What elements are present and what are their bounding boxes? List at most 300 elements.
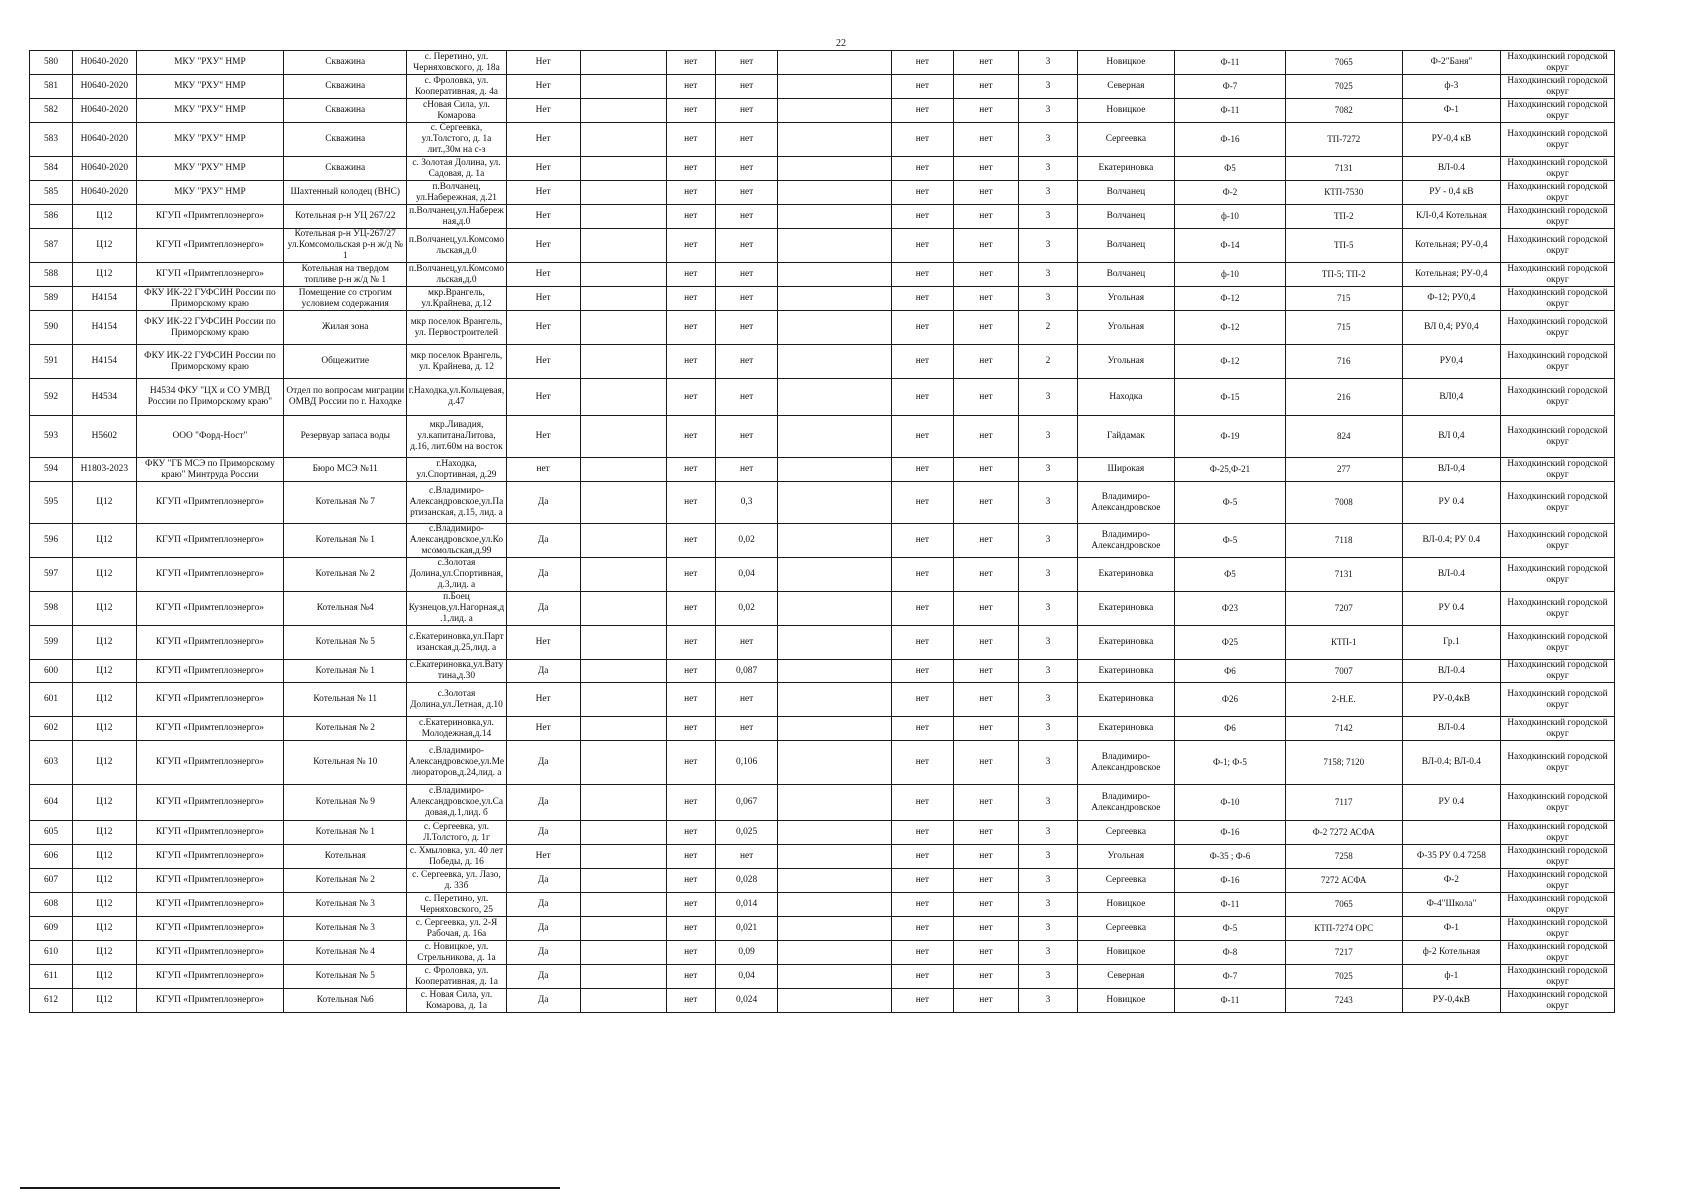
- table-cell: [580, 205, 666, 229]
- table-cell: нет: [953, 345, 1019, 379]
- table-cell: нет: [715, 75, 778, 99]
- table-cell: Екатериновка: [1077, 717, 1174, 741]
- page-number: 22: [836, 38, 846, 49]
- table-cell: Общежитие: [284, 345, 407, 379]
- table-cell: [778, 345, 892, 379]
- table-cell: Н1803-2023: [73, 458, 137, 482]
- table-cell: Находкинский городской округ: [1501, 263, 1615, 287]
- table-cell: Резервуар запаса воды: [284, 416, 407, 458]
- table-cell: нет: [715, 416, 778, 458]
- table-cell: Нет: [506, 51, 580, 75]
- table-cell: нет: [892, 51, 954, 75]
- table-cell: Сергеевка: [1077, 869, 1174, 893]
- table-cell: нет: [892, 893, 954, 917]
- table-cell: Находкинский городской округ: [1501, 123, 1615, 157]
- table-cell: Находкинский городской округ: [1501, 157, 1615, 181]
- table-cell: 596: [30, 524, 73, 558]
- table-cell: Находкинский городской округ: [1501, 345, 1615, 379]
- table-cell: 0,021: [715, 917, 778, 941]
- table-cell: нет: [953, 263, 1019, 287]
- table-cell: нет: [953, 717, 1019, 741]
- table-cell: Нет: [506, 123, 580, 157]
- table-cell: КГУП «Примтеплоэнерго»: [136, 263, 284, 287]
- table-cell: КГУП «Примтеплоэнерго»: [136, 869, 284, 893]
- table-cell: нет: [666, 416, 715, 458]
- table-cell: Нет: [506, 181, 580, 205]
- table-cell: [778, 157, 892, 181]
- table-cell: Да: [506, 785, 580, 821]
- table-cell: КГУП «Примтеплоэнерго»: [136, 626, 284, 660]
- table-cell: Котельная р-н УЦ-267/27 ул.Комсомольская р-н ж/д № 1: [284, 229, 407, 263]
- table-cell: [778, 524, 892, 558]
- table-cell: [778, 869, 892, 893]
- table-cell: 3: [1019, 75, 1077, 99]
- table-cell: Находкинский городской округ: [1501, 989, 1615, 1013]
- table-cell: 7065: [1285, 51, 1402, 75]
- table-cell: 3: [1019, 845, 1077, 869]
- table-cell: [580, 157, 666, 181]
- table-cell: нет: [715, 683, 778, 717]
- table-cell: [778, 592, 892, 626]
- table-cell: 3: [1019, 524, 1077, 558]
- table-cell: Владимиро-Александровское: [1077, 785, 1174, 821]
- table-cell: ф-1: [1402, 965, 1500, 989]
- table-cell: Ц12: [73, 965, 137, 989]
- table-cell: нет: [953, 524, 1019, 558]
- table-cell: нет: [666, 229, 715, 263]
- table-cell: нет: [666, 893, 715, 917]
- table-cell: нет: [666, 524, 715, 558]
- table-cell: 7272 АСФА: [1285, 869, 1402, 893]
- table-cell: Ф-7: [1175, 75, 1286, 99]
- table-cell: сНовая Сила, ул. Комарова: [407, 99, 506, 123]
- table-cell: [580, 311, 666, 345]
- table-cell: нет: [953, 229, 1019, 263]
- table-cell: нет: [666, 458, 715, 482]
- table-cell: Жилая зона: [284, 311, 407, 345]
- table-cell: Котельная на твердом топливе р-н ж/д № 1: [284, 263, 407, 287]
- table-cell: Екатериновка: [1077, 660, 1174, 683]
- table-cell: Ф5: [1175, 558, 1286, 592]
- table-cell: КГУП «Примтеплоэнерго»: [136, 989, 284, 1013]
- table-cell: Северная: [1077, 965, 1174, 989]
- table-cell: Котельная № 1: [284, 821, 407, 845]
- table-cell: Н4534: [73, 379, 137, 416]
- table-cell: 7007: [1285, 660, 1402, 683]
- table-row: [30, 458, 1615, 482]
- table-cell: мкр поселок Врангель, ул. Первостроителей: [407, 311, 506, 345]
- table-cell: нет: [953, 75, 1019, 99]
- table-cell: 583: [30, 123, 73, 157]
- table-cell: 604: [30, 785, 73, 821]
- table-cell: Широкая: [1077, 458, 1174, 482]
- table-cell: [580, 917, 666, 941]
- table-cell: 7142: [1285, 717, 1402, 741]
- table-cell: 3: [1019, 51, 1077, 75]
- table-cell: Н0640-2020: [73, 75, 137, 99]
- table-cell: 590: [30, 311, 73, 345]
- table-cell: Ц12: [73, 205, 137, 229]
- table-cell: с.Владимиро-Александровское,ул.Комсомольская,д.99: [407, 524, 506, 558]
- table-cell: нет: [666, 75, 715, 99]
- table-cell: с.Владимиро-Александровское,ул.Партизанская, д.15, лид. а: [407, 482, 506, 524]
- table-cell: нет: [892, 524, 954, 558]
- table-cell: Котельная № 9: [284, 785, 407, 821]
- table-cell: 715: [1285, 287, 1402, 311]
- table-row: [30, 482, 1615, 524]
- table-cell: Угольная: [1077, 345, 1174, 379]
- table-row: [30, 917, 1615, 941]
- table-cell: Ф-2: [1402, 869, 1500, 893]
- table-row: [30, 741, 1615, 785]
- table-cell: Находкинский городской округ: [1501, 287, 1615, 311]
- table-cell: Гайдамак: [1077, 416, 1174, 458]
- table-cell: Отдел по вопросам миграции ОМВД России по г. Находке: [284, 379, 407, 416]
- table-row: [30, 181, 1615, 205]
- table-cell: 598: [30, 592, 73, 626]
- table-cell: 597: [30, 558, 73, 592]
- table-cell: [580, 558, 666, 592]
- table-cell: 581: [30, 75, 73, 99]
- table-cell: нет: [666, 482, 715, 524]
- table-cell: Ф-4"Школа": [1402, 893, 1500, 917]
- table-cell: МКУ "РХУ" НМР: [136, 75, 284, 99]
- table-cell: нет: [892, 989, 954, 1013]
- table-cell: [1402, 821, 1500, 845]
- table-cell: 7207: [1285, 592, 1402, 626]
- table-cell: [778, 75, 892, 99]
- table-cell: нет: [666, 379, 715, 416]
- table-cell: Гр.1: [1402, 626, 1500, 660]
- table-cell: нет: [892, 416, 954, 458]
- table-cell: 587: [30, 229, 73, 263]
- table-cell: Ф-35 РУ 0.4 7258: [1402, 845, 1500, 869]
- table-row: [30, 287, 1615, 311]
- table-cell: Ф-10: [1175, 785, 1286, 821]
- table-cell: Ф-16: [1175, 869, 1286, 893]
- table-cell: 592: [30, 379, 73, 416]
- table-cell: 216: [1285, 379, 1402, 416]
- table-cell: [580, 683, 666, 717]
- table-cell: 594: [30, 458, 73, 482]
- table-cell: 595: [30, 482, 73, 524]
- table-cell: нет: [892, 181, 954, 205]
- table-cell: 3: [1019, 379, 1077, 416]
- table-cell: нет: [666, 181, 715, 205]
- table-cell: 600: [30, 660, 73, 683]
- table-cell: Ф-1; Ф-5: [1175, 741, 1286, 785]
- table-cell: 610: [30, 941, 73, 965]
- table-cell: Да: [506, 821, 580, 845]
- table-cell: [778, 205, 892, 229]
- table-cell: нет: [666, 99, 715, 123]
- table-cell: МКУ "РХУ" НМР: [136, 99, 284, 123]
- table-cell: 585: [30, 181, 73, 205]
- table-cell: [778, 941, 892, 965]
- table-cell: Находкинский городской округ: [1501, 51, 1615, 75]
- table-cell: с. Перетино, ул. Черняховского, д. 18а: [407, 51, 506, 75]
- table-cell: Н0640-2020: [73, 157, 137, 181]
- table-cell: нет: [892, 482, 954, 524]
- table-cell: Котельная № 10: [284, 741, 407, 785]
- table-cell: 608: [30, 893, 73, 917]
- table-cell: нет: [666, 592, 715, 626]
- table-cell: мкр.Ливадия, ул.капитанаЛитова, д.16, лит.60м на восток: [407, 416, 506, 458]
- table-cell: нет: [892, 287, 954, 311]
- table-cell: нет: [666, 558, 715, 592]
- table-cell: ФКУ ИК-22 ГУФСИН России по Приморскому краю: [136, 311, 284, 345]
- table-cell: РУ 0.4: [1402, 785, 1500, 821]
- table-cell: КГУП «Примтеплоэнерго»: [136, 941, 284, 965]
- table-cell: Находкинский городской округ: [1501, 869, 1615, 893]
- table-cell: Находкинский городской округ: [1501, 785, 1615, 821]
- table-cell: КГУП «Примтеплоэнерго»: [136, 683, 284, 717]
- table-cell: 277: [1285, 458, 1402, 482]
- table-row: [30, 123, 1615, 157]
- table-cell: нет: [953, 51, 1019, 75]
- table-cell: Екатериновка: [1077, 683, 1174, 717]
- table-cell: 3: [1019, 482, 1077, 524]
- table-cell: [778, 51, 892, 75]
- table-cell: 3: [1019, 717, 1077, 741]
- table-cell: 3: [1019, 869, 1077, 893]
- table-cell: нет: [715, 287, 778, 311]
- table-cell: п.Боец Кузнецов,ул.Нагорная,д.1,лид. а: [407, 592, 506, 626]
- table-cell: Ф-25,Ф-21: [1175, 458, 1286, 482]
- table-cell: 7131: [1285, 558, 1402, 592]
- table-cell: нет: [892, 785, 954, 821]
- table-cell: 3: [1019, 157, 1077, 181]
- table-cell: нет: [892, 965, 954, 989]
- table-cell: Ф-2"Баня": [1402, 51, 1500, 75]
- table-cell: 0,014: [715, 893, 778, 917]
- table-cell: МКУ "РХУ" НМР: [136, 51, 284, 75]
- table-cell: Ф-11: [1175, 893, 1286, 917]
- table-cell: ТП-7272: [1285, 123, 1402, 157]
- table-cell: Котельная № 2: [284, 717, 407, 741]
- table-cell: МКУ "РХУ" НМР: [136, 157, 284, 181]
- table-cell: РУ0,4: [1402, 345, 1500, 379]
- table-cell: [778, 311, 892, 345]
- table-cell: нет: [953, 741, 1019, 785]
- table-cell: Находкинский городской округ: [1501, 558, 1615, 592]
- table-row: [30, 263, 1615, 287]
- table-cell: ФКУ ИК-22 ГУФСИН России по Приморскому краю: [136, 287, 284, 311]
- table-cell: [778, 893, 892, 917]
- table-cell: Угольная: [1077, 845, 1174, 869]
- table-cell: 586: [30, 205, 73, 229]
- table-cell: нет: [953, 821, 1019, 845]
- table-cell: 3: [1019, 592, 1077, 626]
- table-cell: Ц12: [73, 683, 137, 717]
- table-cell: нет: [666, 660, 715, 683]
- table-cell: нет: [892, 592, 954, 626]
- table-cell: Находкинский городской округ: [1501, 626, 1615, 660]
- table-cell: нет: [953, 683, 1019, 717]
- table-cell: Котельная № 1: [284, 524, 407, 558]
- table-cell: нет: [892, 123, 954, 157]
- table-row: [30, 785, 1615, 821]
- table-cell: [778, 263, 892, 287]
- table-cell: 7025: [1285, 75, 1402, 99]
- table-cell: Ф-14: [1175, 229, 1286, 263]
- table-cell: нет: [666, 845, 715, 869]
- table-cell: Скважина: [284, 51, 407, 75]
- table-cell: [778, 626, 892, 660]
- table-cell: Находкинский городской округ: [1501, 311, 1615, 345]
- table-cell: 7217: [1285, 941, 1402, 965]
- table-cell: Нет: [506, 626, 580, 660]
- table-cell: [580, 626, 666, 660]
- table-cell: г.Находка,ул.Кольцевая, д.47: [407, 379, 506, 416]
- table-cell: нет: [953, 558, 1019, 592]
- table-cell: нет: [892, 379, 954, 416]
- table-cell: Скважина: [284, 99, 407, 123]
- table-cell: 0,067: [715, 785, 778, 821]
- table-cell: Нет: [506, 205, 580, 229]
- table-cell: нет: [666, 626, 715, 660]
- table-cell: нет: [892, 345, 954, 379]
- table-cell: Нет: [506, 157, 580, 181]
- table-cell: КГУП «Примтеплоэнерго»: [136, 893, 284, 917]
- table-cell: нет: [666, 965, 715, 989]
- table-cell: [580, 75, 666, 99]
- table-cell: 606: [30, 845, 73, 869]
- table-cell: Находкинский городской округ: [1501, 524, 1615, 558]
- table-cell: нет: [666, 869, 715, 893]
- table-cell: Сергеевка: [1077, 821, 1174, 845]
- table-cell: 7118: [1285, 524, 1402, 558]
- table-cell: Да: [506, 941, 580, 965]
- table-cell: [580, 821, 666, 845]
- table-cell: Находкинский городской округ: [1501, 741, 1615, 785]
- table-cell: Ц12: [73, 558, 137, 592]
- table-cell: Котельная №4: [284, 592, 407, 626]
- table-cell: ТП-5: [1285, 229, 1402, 263]
- table-cell: Находка: [1077, 379, 1174, 416]
- table-cell: 3: [1019, 989, 1077, 1013]
- table-cell: Находкинский городской округ: [1501, 75, 1615, 99]
- table-row: [30, 416, 1615, 458]
- table-cell: нет: [892, 917, 954, 941]
- table-cell: Котельная № 3: [284, 893, 407, 917]
- table-cell: Да: [506, 592, 580, 626]
- table-cell: 3: [1019, 229, 1077, 263]
- table-cell: нет: [953, 785, 1019, 821]
- table-cell: КТП-7274 ОРС: [1285, 917, 1402, 941]
- table-cell: Котельная; РУ-0,4: [1402, 229, 1500, 263]
- table-cell: 588: [30, 263, 73, 287]
- table-row: [30, 157, 1615, 181]
- table-cell: нет: [666, 821, 715, 845]
- table-cell: РУ-0,4кВ: [1402, 683, 1500, 717]
- table-cell: Ц12: [73, 660, 137, 683]
- table-cell: нет: [892, 941, 954, 965]
- table-cell: нет: [666, 785, 715, 821]
- table-cell: нет: [892, 845, 954, 869]
- table-cell: 609: [30, 917, 73, 941]
- table-cell: нет: [666, 311, 715, 345]
- table-cell: Котельная № 5: [284, 965, 407, 989]
- table-cell: Екатериновка: [1077, 157, 1174, 181]
- table-cell: нет: [892, 683, 954, 717]
- table-cell: Нет: [506, 75, 580, 99]
- table-cell: 0,025: [715, 821, 778, 845]
- table-cell: Ц12: [73, 229, 137, 263]
- table-cell: 3: [1019, 123, 1077, 157]
- outage-register-table: [29, 50, 1615, 1013]
- table-cell: Новицкое: [1077, 99, 1174, 123]
- table-cell: Угольная: [1077, 311, 1174, 345]
- table-cell: 715: [1285, 311, 1402, 345]
- table-cell: [778, 458, 892, 482]
- table-cell: Ф26: [1175, 683, 1286, 717]
- table-cell: Бюро МСЭ №11: [284, 458, 407, 482]
- table-cell: РУ - 0,4 кВ: [1402, 181, 1500, 205]
- table-cell: Находкинский городской округ: [1501, 379, 1615, 416]
- table-cell: 3: [1019, 660, 1077, 683]
- table-cell: КГУП «Примтеплоэнерго»: [136, 524, 284, 558]
- table-cell: [778, 845, 892, 869]
- table-cell: [778, 917, 892, 941]
- table-cell: с.Золотая Долина,ул.Летная, д.10: [407, 683, 506, 717]
- table-cell: 3: [1019, 287, 1077, 311]
- table-row: [30, 626, 1615, 660]
- table-cell: 2: [1019, 311, 1077, 345]
- table-cell: 591: [30, 345, 73, 379]
- table-cell: [580, 287, 666, 311]
- table-cell: Находкинский городской округ: [1501, 941, 1615, 965]
- table-cell: 0,3: [715, 482, 778, 524]
- table-cell: Ф-2 7272 АСФА: [1285, 821, 1402, 845]
- table-cell: Находкинский городской округ: [1501, 965, 1615, 989]
- table-cell: нет: [953, 157, 1019, 181]
- table-cell: [580, 482, 666, 524]
- table-cell: нет: [953, 287, 1019, 311]
- table-cell: 601: [30, 683, 73, 717]
- table-cell: Владимиро-Александровское: [1077, 482, 1174, 524]
- table-cell: Ф-12; РУ0,4: [1402, 287, 1500, 311]
- table-cell: КТП-7530: [1285, 181, 1402, 205]
- table-cell: Ф25: [1175, 626, 1286, 660]
- table-cell: [580, 845, 666, 869]
- table-cell: п.Волчанец,ул.Комсомольская,д.0: [407, 263, 506, 287]
- table-cell: 602: [30, 717, 73, 741]
- table-cell: КТП-1: [1285, 626, 1402, 660]
- table-cell: 3: [1019, 626, 1077, 660]
- table-cell: Да: [506, 660, 580, 683]
- table-cell: нет: [715, 157, 778, 181]
- table-cell: [580, 717, 666, 741]
- table-cell: Ц12: [73, 941, 137, 965]
- table-cell: Волчанец: [1077, 263, 1174, 287]
- table-cell: Скважина: [284, 75, 407, 99]
- table-cell: Находкинский городской округ: [1501, 229, 1615, 263]
- table-cell: 3: [1019, 821, 1077, 845]
- table-cell: 7243: [1285, 989, 1402, 1013]
- table-cell: Ц12: [73, 845, 137, 869]
- table-cell: КГУП «Примтеплоэнерго»: [136, 845, 284, 869]
- table-cell: Ц12: [73, 989, 137, 1013]
- table-cell: Ф-2: [1175, 181, 1286, 205]
- table-cell: Ц12: [73, 893, 137, 917]
- table-cell: ВЛ-0.4; РУ 0.4: [1402, 524, 1500, 558]
- table-cell: КГУП «Примтеплоэнерго»: [136, 717, 284, 741]
- table-cell: нет: [892, 458, 954, 482]
- table-cell: РУ 0.4: [1402, 592, 1500, 626]
- table-cell: нет: [892, 660, 954, 683]
- table-cell: нет: [715, 181, 778, 205]
